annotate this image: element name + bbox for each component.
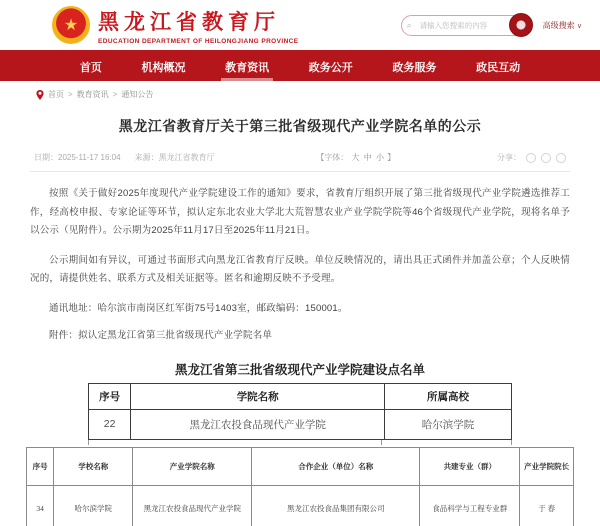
col-header-school: 学校名称 — [54, 447, 133, 485]
search-icon: ⌕ — [406, 19, 412, 30]
search-submit-button[interactable]: ❋ — [509, 13, 533, 37]
table-header-row — [89, 383, 512, 409]
share-weibo-icon[interactable] — [541, 153, 551, 163]
site-title-block — [98, 6, 299, 45]
col-header-partner-enterprise: 合作企业（单位）名称 — [252, 447, 420, 485]
advanced-search-link[interactable] — [543, 20, 582, 31]
cell-index: 22 — [89, 409, 131, 439]
cell-university: 哈尔滨学院 — [385, 409, 512, 439]
cell-school: 哈尔滨学院 — [54, 485, 133, 526]
nav-item-education-news[interactable]: 教育资讯 — [219, 53, 275, 81]
attachment-table-section — [88, 360, 512, 440]
col-header-university: 所属高校 — [385, 383, 512, 409]
cell-joint-majors: 食品科学与工程专业群 — [420, 485, 520, 526]
col-header-dean: 产业学院院长 — [520, 447, 574, 485]
nav-item-interaction[interactable]: 政民互动 — [476, 62, 521, 74]
paragraph-address: 通讯地址：哈尔滨市南岗区红军街75号1403室，邮政编码：150001。 — [49, 302, 348, 314]
scan-artifact-ticks — [88, 440, 512, 445]
nav-item-gov-services[interactable]: 政务服务 — [392, 62, 437, 74]
cell-dean: 于 春 — [520, 485, 574, 526]
page-title: 黑龙江省教育厅关于第三批省级现代产业学院名单的公示 — [118, 118, 482, 134]
nav-item-about[interactable]: 机构概况 — [141, 62, 186, 74]
breadcrumb-separator: > — [112, 90, 118, 99]
cell-college-name: 黑龙江农投食品现代产业学院 — [131, 409, 385, 439]
paragraph-intro: 按照《关于做好2025年度现代产业学院建设工作的通知》要求，省教育厅组织开展了第三批省级现代产业学院遴选推荐工作，经高校申报、专家论证等环节，拟认定东北农业大学北大荒智慧农业产业学院学院等46个省级现代产业学院，现将名单予以公示（见附件）。公示期为2025年11月17日至2025年11月21日。 — [30, 188, 570, 237]
national-emblem-logo: ★ — [52, 6, 90, 44]
share-label: 分享： — [497, 153, 521, 162]
share-qq-icon[interactable] — [556, 153, 566, 163]
meta-source: 来源：黑龙江省教育厅 — [134, 153, 215, 162]
share-wechat-icon[interactable] — [526, 153, 536, 163]
scanned-detail-table — [26, 447, 574, 526]
font-size-small-button[interactable]: 小 — [376, 153, 385, 162]
search-box — [401, 15, 529, 36]
nav-item-home[interactable]: 首页 — [79, 62, 102, 74]
cell-industry-college: 黑龙江农投食品现代产业学院 — [133, 485, 252, 526]
col-header-joint-majors: 共建专业（群） — [420, 447, 520, 485]
col-header-index: 序号 — [27, 447, 54, 485]
breadcrumb-separator: > — [68, 90, 73, 99]
construction-list-table — [88, 383, 512, 440]
nav-item-gov-affairs[interactable]: 政务公开 — [308, 62, 353, 74]
table-row — [27, 485, 574, 526]
attachment-table-title: 黑龙江省第三批省级现代产业学院建设点名单 — [174, 362, 425, 377]
font-size-medium-button[interactable]: 中 — [363, 153, 372, 162]
table-row — [89, 409, 512, 439]
attachment-link[interactable]: 附件：拟认定黑龙江省第三批省级现代产业学院名单 — [49, 330, 273, 342]
breadcrumb — [0, 81, 600, 106]
cell-index: 34 — [27, 485, 54, 526]
meta-date: 日期：2025-11-17 16:04 — [34, 153, 121, 162]
cell-partner-enterprise: 黑龙江农投食品集团有限公司 — [252, 485, 420, 526]
advanced-search-label: 高级搜索 — [542, 20, 575, 30]
font-size-large-button[interactable]: 大 — [351, 153, 360, 162]
breadcrumb-home[interactable]: 首页 — [48, 90, 64, 99]
scanned-detail-table-section — [26, 447, 574, 526]
col-header-industry-college: 产业学院名称 — [133, 447, 252, 485]
col-header-college-name: 学院名称 — [131, 383, 385, 409]
chevron-down-icon: ∨ — [576, 22, 582, 30]
col-header-index: 序号 — [89, 383, 131, 409]
breadcrumb-education-news[interactable]: 教育资讯 — [76, 90, 109, 99]
table-header-row — [27, 447, 574, 485]
main-nav — [0, 53, 600, 81]
font-size-controls: 【字体： 大 中 小 】 — [316, 153, 396, 162]
paragraph-objection: 公示期间如有异议，可通过书面形式向黑龙江省教育厅反映。单位反映情况的，请出具正式函件并加盖公章；个人反映情况的，请提供姓名、联系方式及相关证据等。匿名和逾期反映不予受理。 — [30, 254, 570, 285]
article — [0, 116, 600, 346]
share-controls — [497, 152, 566, 163]
location-pin-icon — [36, 90, 44, 100]
article-meta — [30, 148, 570, 172]
site-header — [0, 0, 600, 53]
article-body — [30, 185, 570, 346]
site-title: 黑龙江省教育厅 — [98, 10, 280, 34]
breadcrumb-notices[interactable]: 通知公告 — [121, 90, 154, 99]
site-subtitle: EDUCATION DEPARTMENT OF HEILONGJIANG PROVINCE — [98, 37, 299, 45]
